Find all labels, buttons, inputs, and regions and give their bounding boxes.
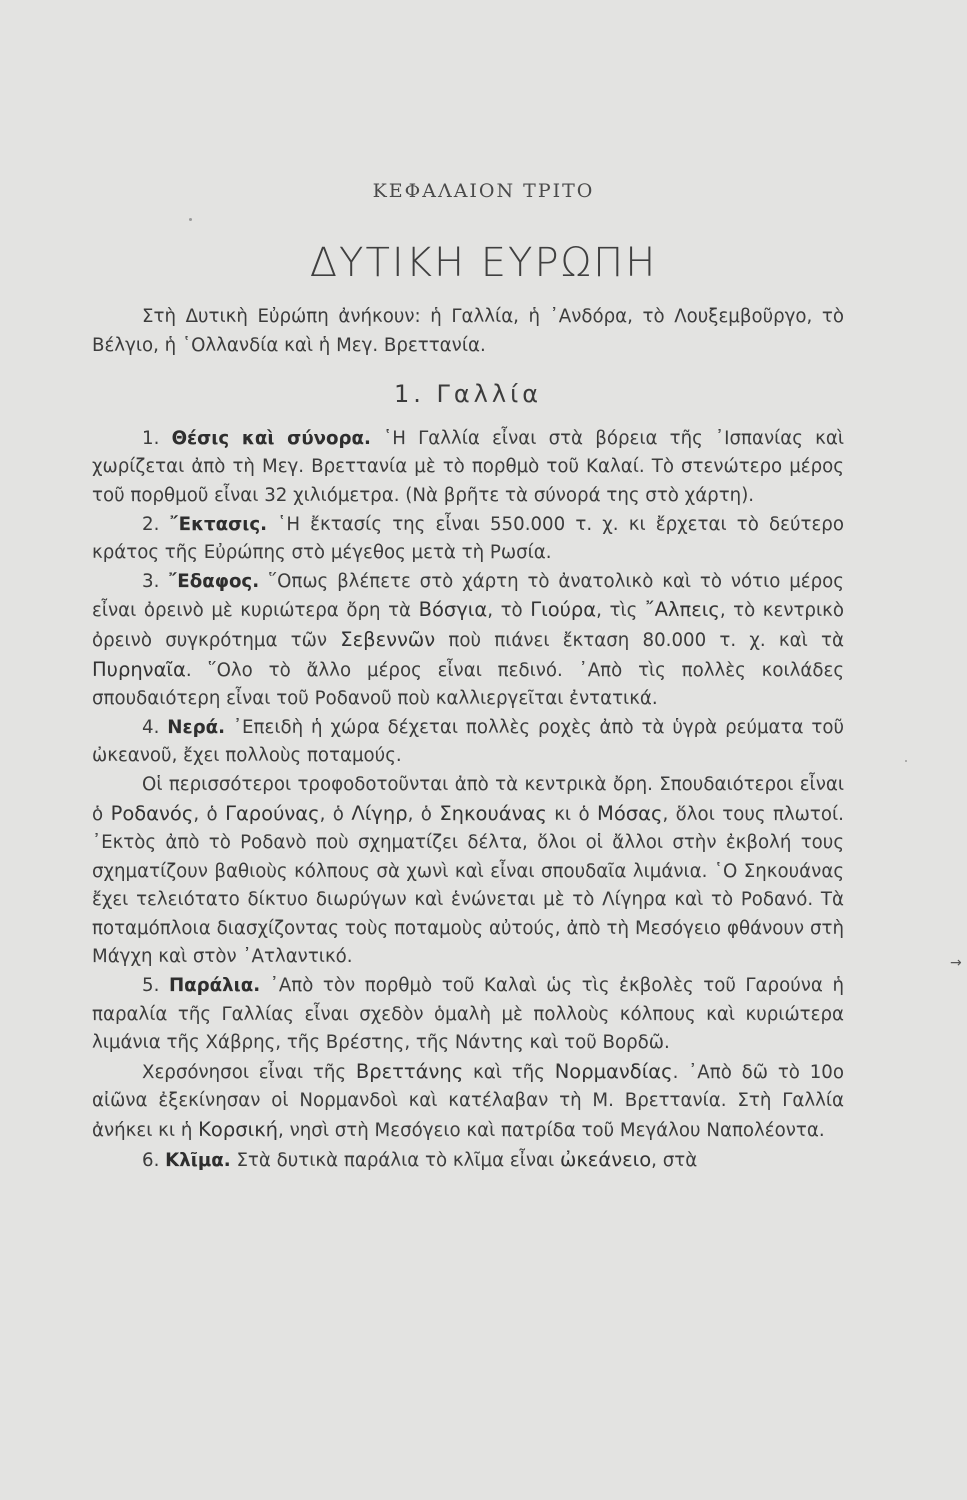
- place-name: Βρεττάνης: [355, 1059, 464, 1083]
- place-name: ῎Αλπεις: [644, 598, 720, 622]
- paragraph-rivers: [92, 771, 844, 972]
- paragraph-text: ᾿Επειδὴ ἡ χώρα δέχεται πολλὲς ροχὲς ἀπὸ τὰ ὑγρὰ ρεύματα τοῦ ὠκεανοῦ, ἔχει πολλοὺς ποταμούς.: [92, 716, 844, 767]
- place-name: Κορσική: [198, 1118, 279, 1142]
- paragraph-text: , τὸ: [487, 600, 523, 622]
- paragraph-number: 6.: [142, 1149, 160, 1171]
- paragraph-text: κι ὁ: [554, 803, 590, 825]
- paragraph-number: 4.: [142, 716, 160, 738]
- paragraph-heading: ῎Εδαφος.: [168, 570, 260, 592]
- paragraph-text: , ὁ: [407, 803, 432, 825]
- paragraph-coasts: [92, 972, 844, 1058]
- river-name: Λίγηρ: [351, 801, 408, 825]
- river-name: Γαρούνας: [225, 801, 320, 825]
- paragraph-number: 5.: [142, 975, 160, 997]
- paper-speck: [905, 760, 907, 762]
- paragraph-heading: Θέσις καὶ σύνορα.: [171, 427, 371, 449]
- paragraph-text: , τὶς: [596, 600, 638, 622]
- paragraph-text: , νησὶ στὴ Μεσόγειο καὶ πατρίδα τοῦ Μεγάλου Ναπολέοντα.: [278, 1120, 825, 1142]
- page-title: ΔΥΤΙΚΗ ΕΥΡΩΠΗ: [309, 240, 658, 286]
- river-name: Σηκουάνας: [439, 801, 547, 825]
- paragraph-heading: Νερά.: [167, 716, 226, 738]
- paragraph-text: , τὸ κεντρικὸ ὀρεινὸ συγκρότημα τῶν: [92, 600, 844, 651]
- paragraph-text: ῾Η Γαλλία εἶναι στὰ βόρεια τῆς ᾿Ισπανίας καὶ χωρίζεται ἀπὸ τὴ Μεγ. Βρεττανία μὲ τὸ πορθμὸ τοῦ Καλαί. Τὸ στενώτερο μέρος τοῦ πορθμοῦ εἶναι 32 χιλιόμετρα. (Νὰ βρῆτε τὰ σύνορά της στὸ χάρτη).: [92, 427, 844, 506]
- paragraph-text: ῾Η ἔκτασίς της εἶναι 550.000 τ. χ. κι ἔρχεται τὸ δεύτερο κράτος τῆς Εὐρώπης στὸ μέγεθος μετὰ τὴ Ρωσία.: [92, 513, 844, 564]
- paragraph-text: Στὰ δυτικὰ παράλια τὸ κλῖμα εἶναι: [236, 1149, 555, 1171]
- river-name: Ροδανός: [110, 801, 194, 825]
- paragraph-climate: [92, 1146, 844, 1176]
- body-text: [92, 303, 844, 1175]
- chapter-heading: ΚΕΦΑΛΑΙΟΝ ΤΡΙΤΟ: [372, 180, 595, 202]
- paragraph-peninsulas: [92, 1058, 844, 1146]
- paragraph-text: ᾿Απὸ τὸν πορθμὸ τοῦ Καλαὶ ὡς τὶς ἐκβολὲς τοῦ Γαρούνα ἡ παραλία τῆς Γαλλίας εἶναι σχεδὸν ὁμαλὴ μὲ πολλοὺς κόλπους καὶ κυριώτερα λιμάνια τῆς Χάβρης, τῆς Βρέστης, τῆς Νάντης καὶ τοῦ Βορδῶ.: [92, 975, 844, 1054]
- paragraph-heading: Παράλια.: [168, 975, 261, 997]
- intro-paragraph: Στὴ Δυτικὴ Εὐρώπη ἀνήκουν: ἡ Γαλλία, ἡ ᾿Ανδόρα, τὸ Λουξεμβοῦργο, τὸ Βέλγιο, ἡ ῾Ολλανδία καὶ ἡ Μεγ. Βρεττανία.: [92, 306, 844, 356]
- place-name: Νορμανδίας: [554, 1059, 673, 1083]
- place-name: Πυρηναῖα: [92, 657, 186, 681]
- paragraph-text: . ᾿Απὸ δῶ τὸ 10ο αἰῶνα ἐξεκίνησαν οἱ Νορμανδοὶ καὶ κατέλαβαν τὴ Μ. Βρεττανία. Στὴ Γαλλία ἀνήκει κι ἡ: [92, 1061, 844, 1142]
- paragraph-number: 2.: [142, 513, 160, 535]
- place-name: Βόσγια: [418, 598, 488, 622]
- climate-term: ὠκεάνειο: [559, 1147, 652, 1171]
- paragraph-heading: ῎Εκτασις.: [169, 513, 268, 535]
- margin-arrow-mark: →: [950, 955, 962, 971]
- place-name: Γιούρα: [530, 598, 597, 622]
- section-title: 1. Γαλλία: [393, 380, 543, 409]
- paragraph-text: ποὺ πιάνει ἔκταση 80.000 τ. χ. καὶ τὰ: [448, 629, 844, 651]
- paragraph-text: Χερσόνησοι εἶναι τῆς: [142, 1061, 347, 1083]
- paragraph-heading: Κλῖμα.: [165, 1149, 231, 1171]
- paragraph-text: Οἱ περισσότεροι τροφοδοτοῦνται ἀπὸ τὰ κεντρικὰ ὄρη. Σπουδαιότεροι εἶναι ὁ: [92, 773, 844, 825]
- paragraph-text: , ὅλοι τους πλωτοί. ᾿Εκτὸς ἀπὸ τὸ Ροδανὸ ποὺ σχηματίζει δέλτα, ὅλοι οἱ ἄλλοι στὴν ἐκβολή τους σχηματίζουν βαθιοὺς κόλπους σὰ χωνὶ καὶ εἶναι σπουδαῖα λιμάνια. ῾Ο Σηκουάνας ἔχει τελειότατο δίκτυο διωρύγων καὶ ἑνώνεται μὲ τὸ Λίγηρα καὶ τὸ Ροδανό. Τὰ ποταμόπλοια διασχίζοντας τοὺς ποταμοὺς αὐτούς, ἀπὸ τὴ Μεσόγειο φθάνουν στὴ Μάγχη καὶ στὸν ᾿Ατλαντικό.: [92, 803, 844, 968]
- paragraph-text: καὶ τῆς: [473, 1061, 545, 1083]
- paragraph-waters: [92, 714, 844, 771]
- paragraph-text: , στὰ: [651, 1149, 698, 1171]
- paragraph-number: 3.: [142, 570, 160, 592]
- paragraph-text: , ὁ: [319, 803, 344, 825]
- paragraph-text: . ῞Ολο τὸ ἄλλο μέρος εἶναι πεδινό. ᾿Απὸ τὶς πολλὲς κοιλάδες σπουδαιότερη εἶναι τοῦ Ροδανοῦ ποὺ καλλιεργεῖται ἐντατικά.: [92, 659, 844, 710]
- paragraph-text: , ὁ: [193, 803, 218, 825]
- paragraph-text: ῞Οπως βλέπετε στὸ χάρτη τὸ ἀνατολικὸ καὶ τὸ νότιο μέρος εἶναι ὀρεινὸ μὲ κυριώτερα ὄρη τὰ: [92, 570, 844, 622]
- paragraph-area: [92, 511, 844, 568]
- river-name: Μόσας: [597, 801, 663, 825]
- paragraph-position: [92, 425, 844, 511]
- paragraph-terrain: [92, 568, 844, 714]
- paper-speck: [189, 218, 192, 221]
- paragraph-number: 1.: [142, 427, 160, 449]
- place-name: Σεβεννῶν: [340, 627, 436, 651]
